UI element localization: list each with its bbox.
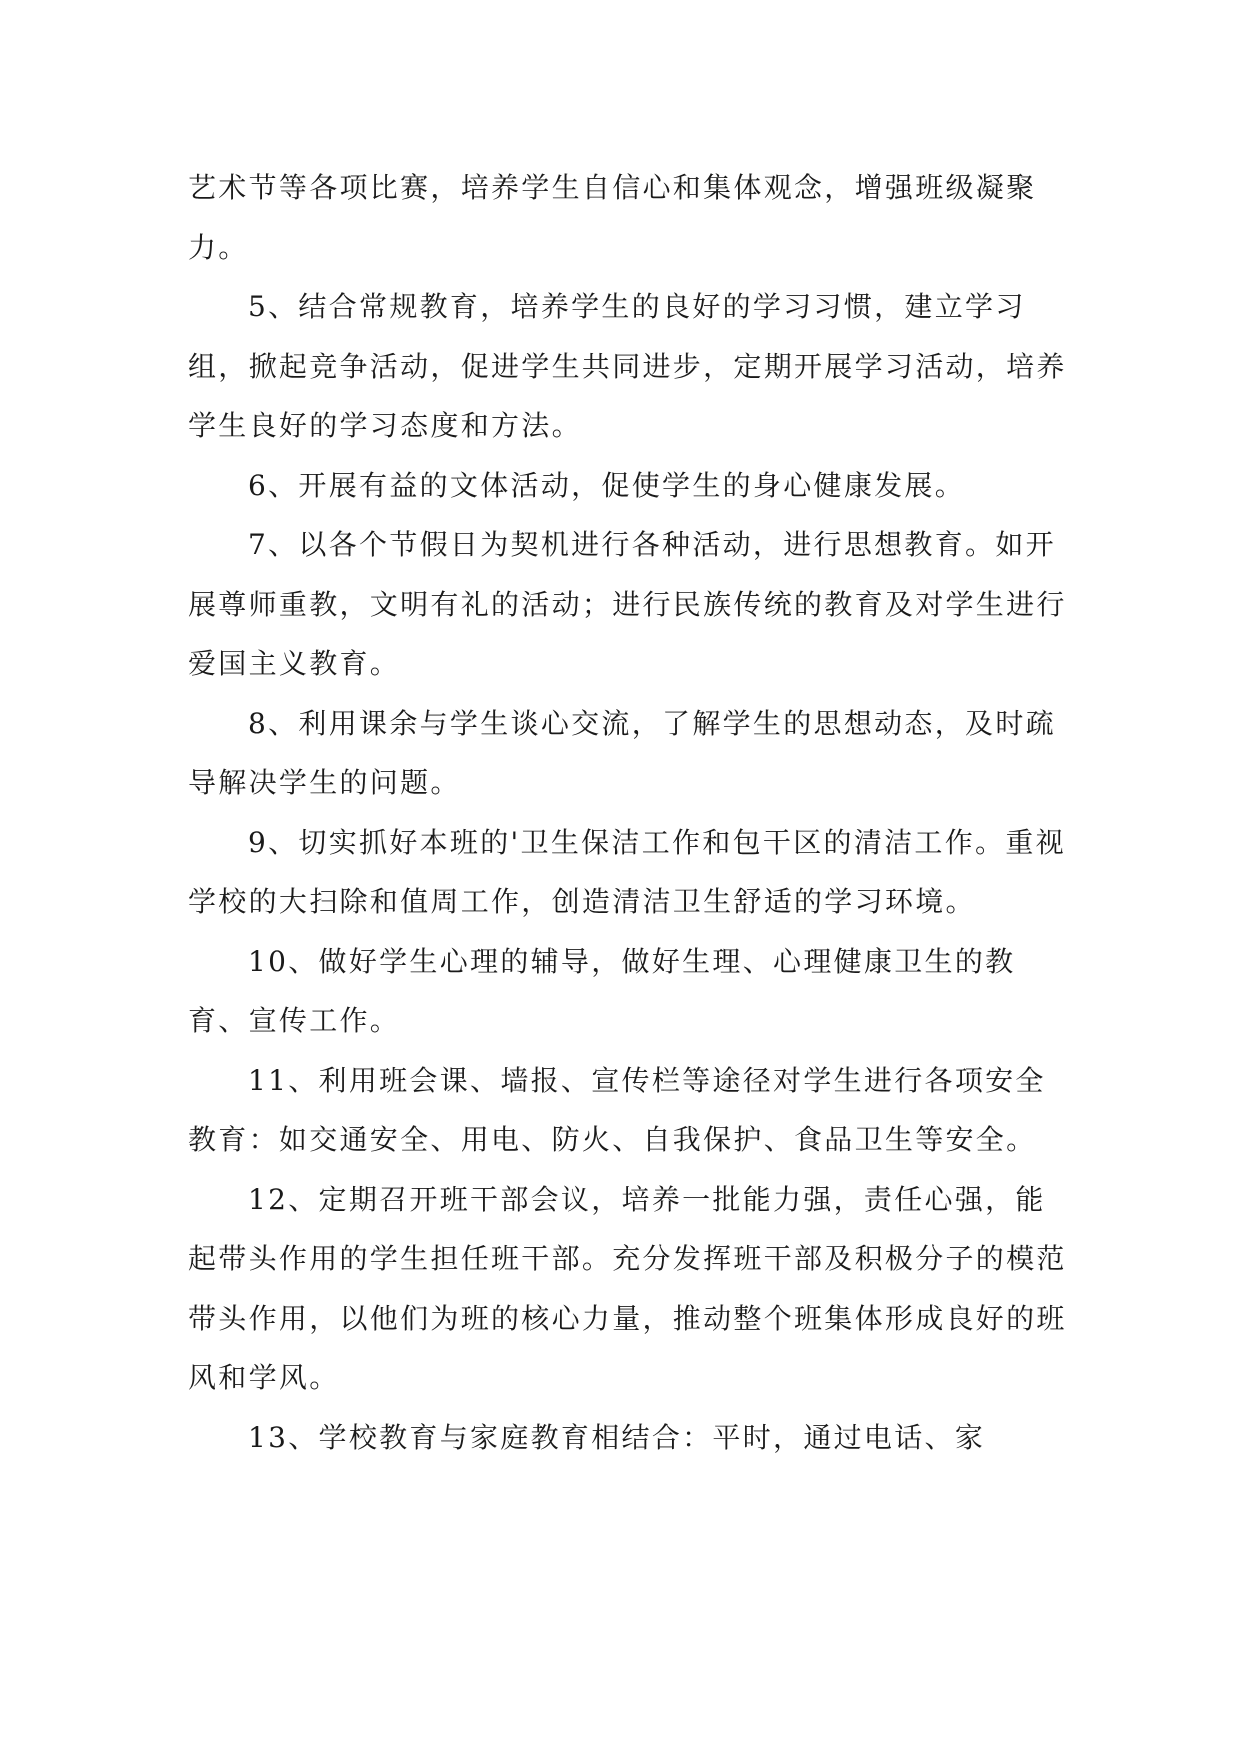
paragraph-item-13: 13、学校教育与家庭教育相结合：平时，通过电话、家 [248,1420,986,1454]
document-body [188,158,1068,1467]
paragraph-item-10: 10、做好学生心理的辅导，做好生理、心理健康卫生的教育、宣传工作。 [188,944,1016,1037]
paragraph-item-7: 7、以各个节假日为契机进行各种活动，进行思想教育。如开展尊师重教，文明有礼的活动；进行民族传统的教育及对学生进行爱国主义教育。 [188,528,1067,680]
paragraph-continuation: 艺术节等各项比赛，培养学生自信心和集体观念，增强班级凝聚力。 [188,171,1037,264]
paragraph-item-5: 5、结合常规教育，培养学生的良好的学习习惯，建立学习组，掀起竞争活动，促进学生共同进步，定期开展学习活动，培养学生良好的学习态度和方法。 [188,290,1067,442]
paragraph-item-9: 9、切实抓好本班的'卫生保洁工作和包干区的清洁工作。重视学校的大扫除和值周工作，创造清洁卫生舒适的学习环境。 [188,825,1066,918]
paragraph-item-6: 6、开展有益的文体活动，促使学生的身心健康发展。 [248,468,966,502]
paragraph-item-12: 12、定期召开班干部会议，培养一批能力强，责任心强，能起带头作用的学生担任班干部。充分发挥班干部及积极分子的模范带头作用，以他们为班的核心力量，推动整个班集体形成良好的班风和学风。 [188,1182,1067,1394]
paragraph-item-11: 11、利用班会课、墙报、宣传栏等途径对学生进行各项安全教育：如交通安全、用电、防火、自我保护、食品卫生等安全。 [188,1063,1046,1156]
paragraph-item-8: 8、利用课余与学生谈心交流，了解学生的思想动态，及时疏导解决学生的问题。 [188,706,1056,799]
